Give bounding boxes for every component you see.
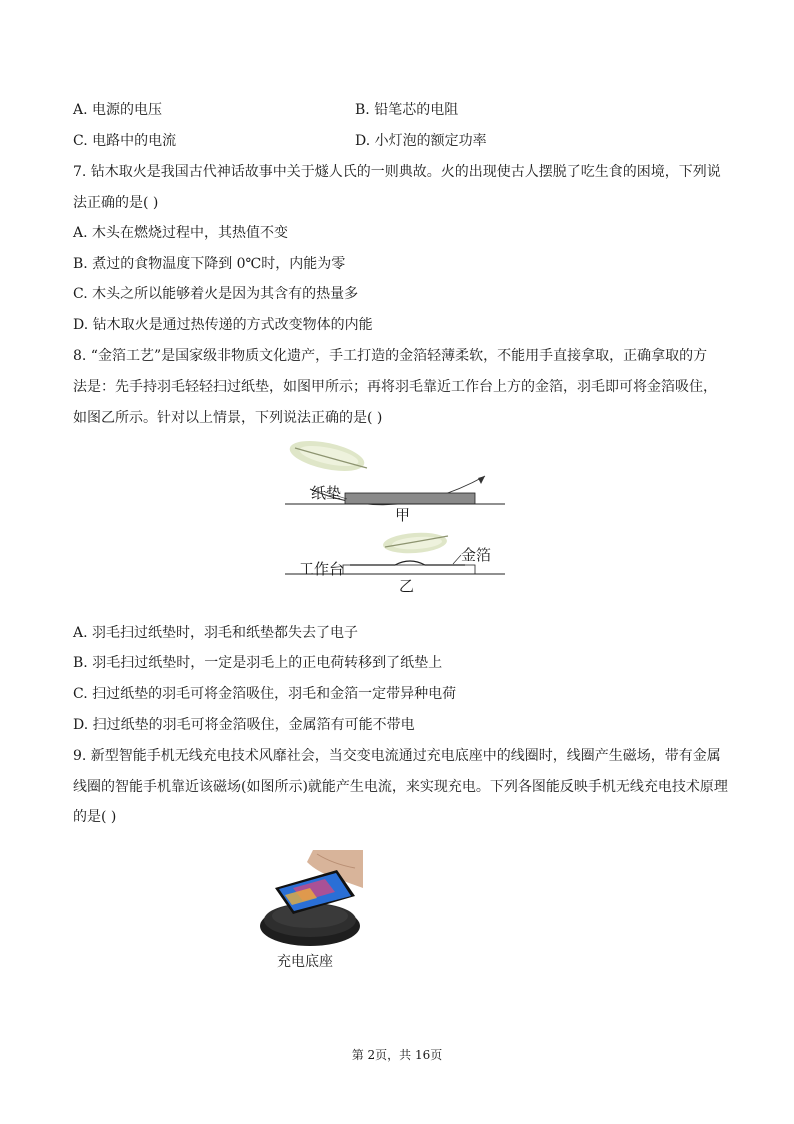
caption-jia: 甲 bbox=[395, 506, 411, 524]
q7-option-d: D. 钻木取火是通过热传递的方式改变物体的内能 bbox=[73, 317, 373, 333]
page-footer: 第 2页，共 16页 bbox=[351, 1048, 443, 1062]
q8-stem-line3: 如图乙所示。针对以上情景，下列说法正确的是( ) bbox=[73, 410, 383, 426]
q8-option-a: A. 羽毛扫过纸垫时，羽毛和纸垫都失去了电子 bbox=[73, 625, 359, 641]
figure-yi bbox=[285, 528, 505, 600]
q8-option-c: C. 扫过纸垫的羽毛可将金箔吸住，羽毛和金箔一定带异种电荷 bbox=[73, 686, 457, 702]
q8-option-b: B. 羽毛扫过纸垫时，一定是羽毛上的正电荷转移到了纸垫上 bbox=[73, 655, 443, 671]
table-label: 工作台 bbox=[299, 560, 345, 578]
q7-option-b: B. 煮过的食物温度下降到 0℃时，内能为零 bbox=[73, 256, 346, 272]
arrowhead bbox=[478, 476, 485, 484]
q6-option-a: A. 电源的电压 bbox=[73, 102, 163, 118]
q8-stem-line2: 法是：先手持羽毛轻轻扫过纸垫，如图甲所示；再将羽毛靠近工作台上方的金箔，羽毛即可将金箔吸住， bbox=[73, 379, 717, 395]
wireless-charger-figure bbox=[255, 848, 370, 973]
q6-option-d: D. 小灯泡的额定功率 bbox=[355, 133, 487, 149]
figure-jia bbox=[285, 434, 505, 526]
q8-stem-line1: 8. “金箔工艺”是国家级非物质文化遗产，手工打造的金箔轻薄柔软，不能用手直接拿取，正确拿取的方 bbox=[73, 348, 708, 364]
paper-pad bbox=[345, 493, 475, 504]
charger-drawing bbox=[255, 848, 370, 948]
gold-foil bbox=[350, 561, 465, 565]
charger-caption: 充电底座 bbox=[277, 954, 333, 970]
q6-option-c: C. 电路中的电流 bbox=[73, 133, 177, 149]
work-table bbox=[343, 565, 475, 574]
foil-label: 金箔 bbox=[461, 546, 492, 564]
feather-icon bbox=[382, 531, 448, 555]
q6-option-b: B. 铅笔芯的电阻 bbox=[355, 102, 459, 118]
q7-option-a: A. 木头在燃烧过程中，其热值不变 bbox=[73, 225, 289, 241]
q7-option-c: C. 木头之所以能够着火是因为其含有的热量多 bbox=[73, 286, 359, 302]
q7-stem-line1: 7. 钻木取火是我国古代神话故事中关于燧人氏的一则典故。火的出现使古人摆脱了吃生食的困境，下列说 bbox=[73, 164, 721, 180]
charging-base-icon bbox=[260, 903, 360, 946]
q7-stem-line2: 法正确的是( ) bbox=[73, 195, 159, 211]
q9-stem-line1: 9. 新型智能手机无线充电技术风靡社会，当交变电流通过充电底座中的线圈时，线圈产生磁场，带有金属 bbox=[73, 748, 721, 764]
feather-icon bbox=[287, 435, 367, 476]
pad-label: 纸垫 bbox=[311, 484, 342, 502]
caption-yi: 乙 bbox=[399, 577, 415, 595]
q9-stem-line3: 的是( ) bbox=[73, 809, 117, 825]
q9-stem-line2: 线圈的智能手机靠近该磁场(如图所示)就能产生电流，来实现充电。下列各图能反映手机无线充电技术原理 bbox=[73, 779, 728, 795]
q8-option-d: D. 扫过纸垫的羽毛可将金箔吸住，金属箔有可能不带电 bbox=[73, 717, 415, 733]
